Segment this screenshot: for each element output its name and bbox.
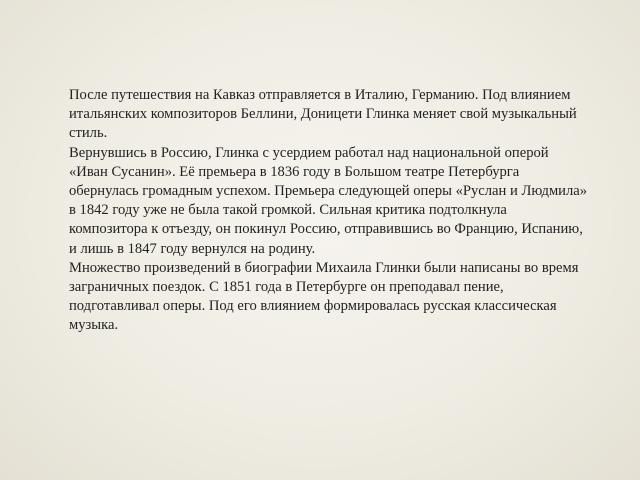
- slide-text-body: [69, 86, 589, 336]
- paragraph-travel-italy: После путешествия на Кавказ отправляется в Италию, Германию. Под влиянием итальянских композиторов Беллини, Доницети Глинка меняет свой музыкальный стиль.: [69, 87, 577, 142]
- paragraph-later-works: Множество произведений в биографии Михаила Глинки были написаны во время заграничных поездок. С 1851 года в Петербурге он преподавал пение, подготавливал оперы. Под его влиянием формировалась русская классическая музыка.: [69, 259, 579, 334]
- paragraph-opera-premieres: Вернувшись в Россию, Глинка с усердием работал над национальной оперой «Иван Сусанин». Её премьера в 1836 году в Большом театре Петербурга обернулась громадным успехом. Премьера следующей оперы «Руслан и Людмила» в 1842 году уже не была такой громкой. Сильная критика подтолкнула композитора к отъезду, он покинул Россию, отправившись во Францию, Испанию, и лишь в 1847 году вернулся на родину.: [69, 144, 588, 257]
